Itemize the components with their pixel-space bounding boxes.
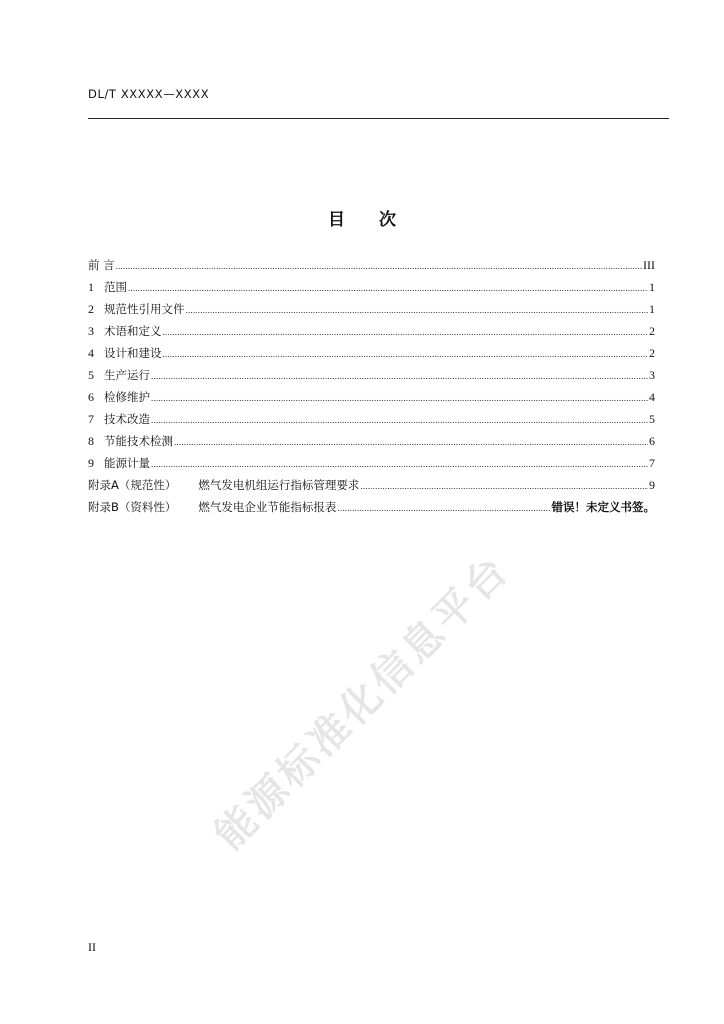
toc-leader-dots <box>151 371 648 381</box>
toc-entry-label: 燃气发电机组运行指标管理要求 <box>198 478 360 492</box>
toc-leader-dots <box>186 305 649 315</box>
toc-entry-page: 4 <box>649 390 655 404</box>
toc-leader-dots <box>128 283 648 293</box>
toc-entry-appendix-b[interactable] <box>88 499 655 521</box>
toc-entry-9[interactable] <box>88 455 655 477</box>
toc-entry-page: 7 <box>649 456 655 470</box>
toc-entry-label: 术语和定义 <box>104 324 162 338</box>
toc-entry-number: 9 <box>88 456 94 470</box>
toc-entry-number: 4 <box>88 346 94 360</box>
toc-entry-number: 1 <box>88 280 94 294</box>
toc-entry-page: 3 <box>649 368 655 382</box>
toc-entry-page: 6 <box>649 434 655 448</box>
toc-entry-7[interactable] <box>88 411 655 433</box>
toc-entry-number: 7 <box>88 412 94 426</box>
toc-entry-appendix-a[interactable] <box>88 477 655 499</box>
toc-entry-4[interactable] <box>88 345 655 367</box>
toc-leader-dots <box>163 327 649 337</box>
toc-entry-label: 能源计量 <box>104 456 150 470</box>
toc-entry-label: 检修维护 <box>104 390 150 404</box>
toc-leader-dots <box>174 437 648 447</box>
header-divider <box>88 118 669 119</box>
toc-entry-page: 1 <box>649 280 655 294</box>
toc-appendix-label: 附录B（资料性） <box>88 500 177 514</box>
toc-entry-number: 2 <box>88 302 94 316</box>
page-number: II <box>88 940 96 954</box>
toc-entry-label: 前 言 <box>88 258 115 272</box>
toc-entry-label: 技术改造 <box>104 412 150 426</box>
toc-entry-number: 3 <box>88 324 94 338</box>
toc-entry-page: 2 <box>649 346 655 360</box>
toc-entry-number: 6 <box>88 390 94 404</box>
toc-entry-page: 5 <box>649 412 655 426</box>
toc-entry-label: 生产运行 <box>104 368 150 382</box>
toc-entry-2[interactable] <box>88 301 655 323</box>
toc-entry-6[interactable] <box>88 389 655 411</box>
toc-entry-page: 1 <box>649 302 655 316</box>
toc-entry-8[interactable] <box>88 433 655 455</box>
toc-entry-page: III <box>643 258 655 272</box>
toc-leader-dots <box>151 459 648 469</box>
toc-leader-dots <box>163 349 649 359</box>
toc-entry-page: 9 <box>649 478 655 492</box>
toc-leader-dots <box>360 481 648 491</box>
toc-entry-number: 8 <box>88 434 94 448</box>
toc-entry-5[interactable] <box>88 367 655 389</box>
toc-appendix-label: 附录A（规范性） <box>88 478 177 492</box>
toc-entry-foreword[interactable] <box>88 257 655 279</box>
watermark-text: 能源标准化信息平台 <box>206 546 519 859</box>
toc-leader-dots <box>151 415 648 425</box>
toc-entry-page: 2 <box>649 324 655 338</box>
toc-entry-page-error: 错误！未定义书签。 <box>551 500 655 514</box>
toc-leader-dots <box>116 261 642 271</box>
toc-entry-label: 范围 <box>104 280 127 294</box>
toc-entry-label: 燃气发电企业节能指标报表 <box>198 500 337 514</box>
toc-leader-dots <box>337 503 550 513</box>
toc-entry-label: 设计和建设 <box>104 346 162 360</box>
toc-entry-label: 规范性引用文件 <box>104 302 185 316</box>
toc-entry-3[interactable] <box>88 323 655 345</box>
toc-entry-number: 5 <box>88 368 94 382</box>
toc-entry-1[interactable] <box>88 279 655 301</box>
toc-leader-dots <box>151 393 648 403</box>
toc-entry-label: 节能技术检测 <box>104 434 173 448</box>
table-of-contents <box>88 257 655 521</box>
toc-title: 目 次 <box>328 210 410 230</box>
document-code: DL/T XXXXX—XXXX <box>88 87 210 101</box>
